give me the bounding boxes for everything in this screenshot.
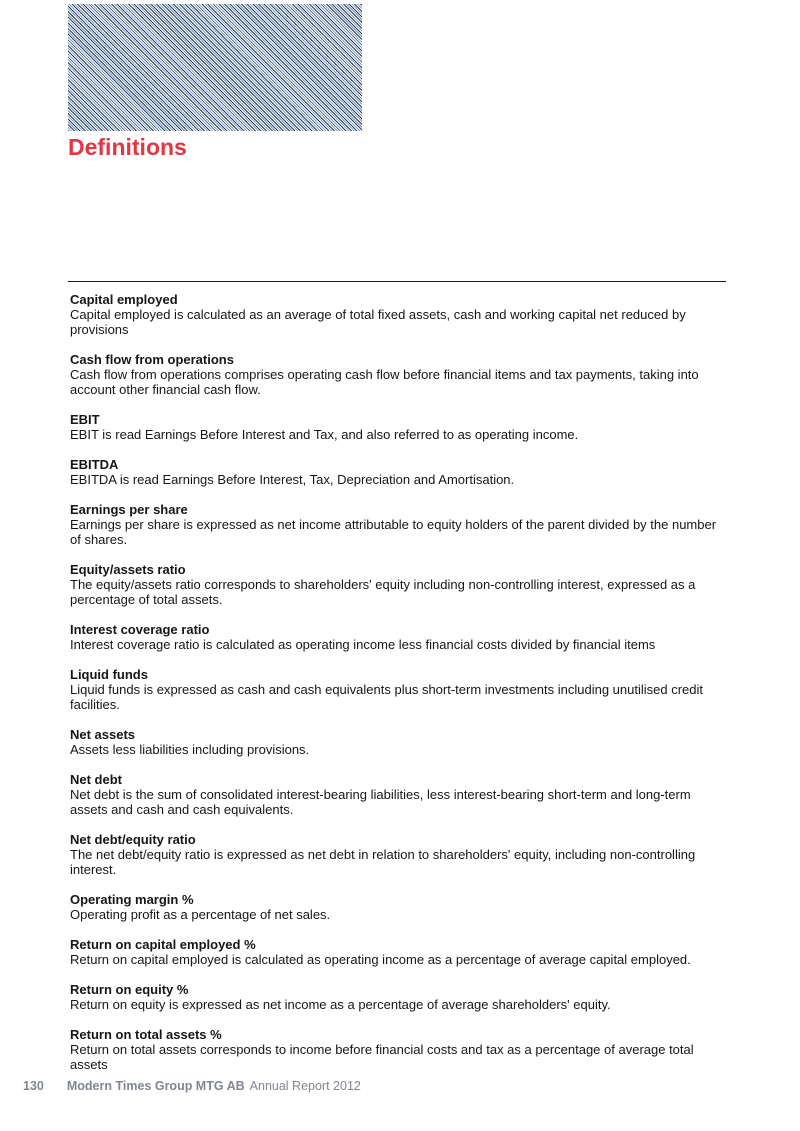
definition-term: Net assets: [70, 727, 136, 742]
definition-item: [70, 292, 727, 337]
definition-item: [70, 832, 727, 877]
hatch-pattern-decoration: [68, 4, 362, 131]
definition-text: Cash flow from operations comprises operating cash flow before financial items and tax payments, taking into account other financial cash flow.: [70, 367, 699, 397]
definition-text: Return on equity is expressed as net income as a percentage of average shareholders' equity.: [70, 997, 611, 1012]
definition-item: [70, 1027, 727, 1072]
definition-term: Operating margin %: [70, 892, 194, 907]
definition-text: EBITDA is read Earnings Before Interest, Tax, Depreciation and Amortisation.: [70, 472, 515, 487]
definition-term: Equity/assets ratio: [70, 562, 186, 577]
definition-text: Earnings per share is expressed as net income attributable to equity holders of the parent divided by the number of shares.: [70, 517, 717, 547]
definition-term: Earnings per share: [70, 502, 188, 517]
definition-term: Return on total assets %: [70, 1027, 222, 1042]
definition-term: Return on equity %: [70, 982, 189, 997]
definition-item: [70, 982, 727, 1012]
definition-item: [70, 622, 727, 652]
definition-text: Capital employed is calculated as an average of total fixed assets, cash and working capital net reduced by provisions: [70, 307, 686, 337]
definition-item: [70, 772, 727, 817]
definition-text: Return on capital employed is calculated as operating income as a percentage of average capital employed.: [70, 952, 691, 967]
definitions-list: [70, 292, 727, 1087]
definition-item: [70, 562, 727, 607]
footer-report-title: Annual Report 2012: [249, 1079, 361, 1093]
definition-text: The equity/assets ratio corresponds to shareholders' equity including non-controlling interest, expressed as a percentage of total assets.: [70, 577, 696, 607]
definition-term: EBIT: [70, 412, 100, 427]
definition-item: [70, 352, 727, 397]
definition-text: The net debt/equity ratio is expressed as net debt in relation to shareholders' equity, including non-controlling interest.: [70, 847, 696, 877]
definition-term: Cash flow from operations: [70, 352, 234, 367]
footer-company-name: Modern Times Group MTG AB: [66, 1079, 245, 1093]
definition-text: Net debt is the sum of consolidated interest-bearing liabilities, less interest-bearing short-term and long-term assets and cash and cash equivalents.: [70, 787, 691, 817]
definition-item: [70, 892, 727, 922]
definition-item: [70, 502, 727, 547]
definition-text: Operating profit as a percentage of net sales.: [70, 907, 331, 922]
definition-text: EBIT is read Earnings Before Interest and Tax, and also referred to as operating income.: [70, 427, 579, 442]
definition-item: [70, 457, 727, 487]
definition-term: Interest coverage ratio: [70, 622, 210, 637]
definition-term: Capital employed: [70, 292, 178, 307]
definition-text: Liquid funds is expressed as cash and cash equivalents plus short-term investments including unutilised credit facilities.: [70, 682, 704, 712]
definition-term: EBITDA: [70, 457, 119, 472]
page-footer: [23, 1079, 361, 1093]
definition-item: [70, 412, 727, 442]
definition-text: Assets less liabilities including provisions.: [70, 742, 310, 757]
definition-term: Return on capital employed %: [70, 937, 256, 952]
definition-item: [70, 667, 727, 712]
definition-text: Return on total assets corresponds to income before financial costs and tax as a percentage of average total assets: [70, 1042, 694, 1072]
definition-item: [70, 727, 727, 757]
divider-line: [68, 281, 726, 282]
definition-text: Interest coverage ratio is calculated as operating income less financial costs divided by financial items: [70, 637, 656, 652]
page-number: 130: [23, 1079, 44, 1093]
page-title: Definitions: [68, 134, 187, 160]
definition-term: Net debt/equity ratio: [70, 832, 196, 847]
definition-item: [70, 937, 727, 967]
definition-term: Net debt: [70, 772, 122, 787]
definition-term: Liquid funds: [70, 667, 148, 682]
